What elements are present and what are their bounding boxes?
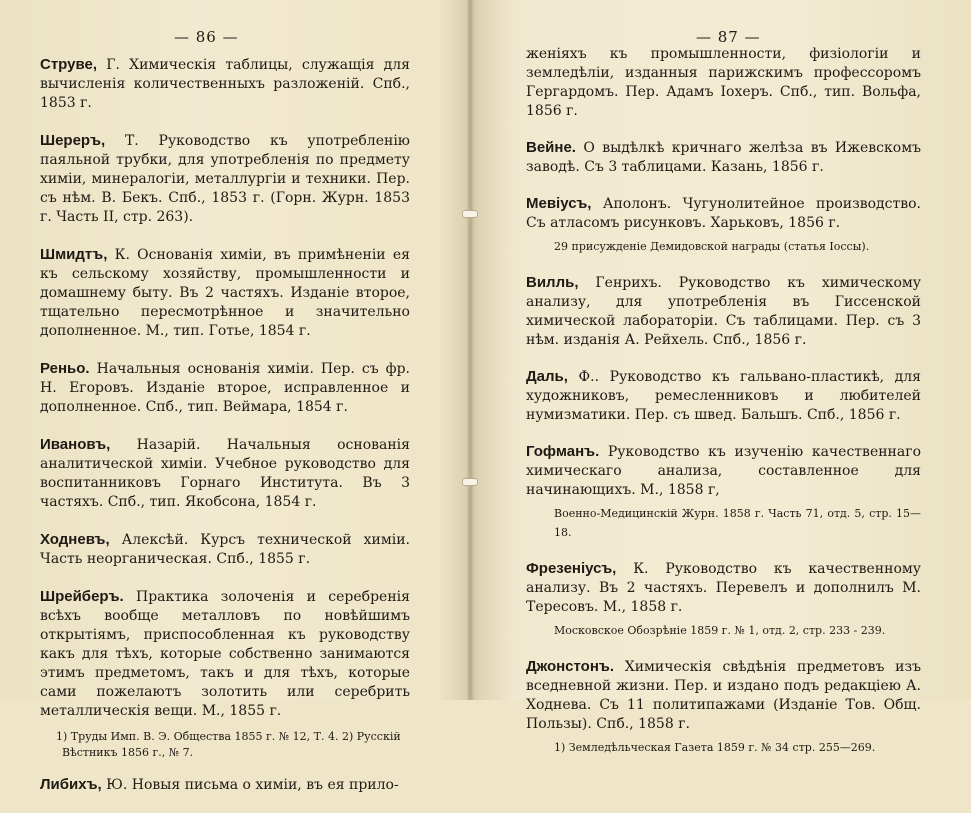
entry-text: Ю. Новыя письма о химіи, въ ея прило-	[101, 777, 399, 793]
entry-author: Либихъ,	[40, 776, 102, 793]
entry-author: Вилль,	[526, 274, 579, 291]
entry-author: Шереръ,	[40, 132, 106, 149]
entry-note: 29 присужденіе Демидовской награды (статья Іоссы).	[554, 240, 870, 253]
bibliography-entry	[526, 657, 921, 757]
entry-author: Фрезеніусъ,	[526, 560, 617, 577]
entry-note: Военно-Медицинскій Журн. 1858 г. Часть 71, отд. 5, стр. 15—18.	[554, 507, 921, 539]
bibliography-entry	[40, 245, 410, 341]
bibliography-entry	[526, 442, 921, 542]
bibliography-entry	[526, 138, 921, 177]
entry-text: Назарій. Начальныя основанія аналитической химіи. Учебное руководство для воспитанниковъ Горнаго Института. Въ 3 частяхъ. Спб., тип. Якобсона, 1854 г.	[40, 437, 410, 510]
bibliography-entry	[40, 530, 410, 569]
book-spine	[466, 0, 474, 700]
page-number: — 86 —	[174, 28, 239, 46]
bibliography-entry	[40, 587, 410, 721]
entry-list	[526, 45, 921, 774]
entry-text: Алексѣй. Курсъ технической химіи. Часть неорганическая. Спб., 1855 г.	[40, 532, 410, 567]
entry-text: Практика золоченія и серебренія всѣхъ вообще металловъ по новѣйшимъ открытіямъ, приспособленная къ руководству какъ для тѣхъ, которые собственно занимаются этимъ предметомъ, такъ и для тѣхъ, которые сами пожелаютъ золотить или серебрить металлическія вещи. М., 1855 г.	[40, 589, 410, 719]
bibliography-entry	[526, 273, 921, 350]
bibliography-entry	[40, 55, 410, 113]
entry-author: Ивановъ,	[40, 436, 111, 453]
bibliography-entry	[40, 775, 410, 795]
bibliography-entry	[40, 359, 410, 417]
continuation-text: женіяхъ къ промышленности, физіологіи и земледѣліи, изданныя парижскимъ профессоромъ Гергардомъ. Пер. Адамъ Іохеръ. Спб., тип. Вольфа, 1856 г.	[526, 46, 921, 119]
bibliography-entry	[526, 559, 921, 640]
entry-author: Шрейберъ.	[40, 588, 124, 605]
entry-author: Ходневъ,	[40, 531, 110, 548]
entry-text: Г. Химическія таблицы, служащія для вычисленія количественныхъ разложеній. Спб., 1853 г.	[40, 57, 410, 111]
right-page	[476, 0, 971, 754]
bibliography-entry	[40, 435, 410, 512]
entry-text: Генрихъ. Руководство къ химическому анализу, для употребленія въ Гиссенской химической лабораторіи. Съ таблицами. Пер. съ 3 нѣм. изданія А. Рейхель. Спб., 1856 г.	[526, 275, 921, 348]
footnote: 1) Труды Имп. В. Э. Общества 1855 г. № 12, Т. 4. 2) Русскій Вѣстникъ 1856 г., № 7.	[56, 730, 401, 759]
entry-author: Реньо.	[40, 360, 90, 377]
entry-author: Даль,	[526, 368, 568, 385]
bibliography-entry	[40, 131, 410, 227]
entry-text: Аполонъ. Чугунолитейное производство. Съ атласомъ рисунковъ. Харьковъ, 1856 г.	[526, 196, 921, 231]
entry-text: О выдѣлкѣ кричнаго желѣза въ Ижевскомъ заводѣ. Съ 3 таблицами. Казань, 1856 г.	[526, 140, 921, 175]
entry-note: Московское Обозрѣніе 1859 г. № 1, отд. 2, стр. 233 - 239.	[554, 624, 886, 637]
entry-author: Вейне.	[526, 139, 576, 156]
entry-author: Гофманъ.	[526, 443, 600, 460]
bibliography-entry	[526, 194, 921, 256]
entry-note: 1) Земледѣльческая Газета 1859 г. № 34 стр. 255—269.	[554, 741, 876, 754]
entry-author: Мевіусъ,	[526, 195, 592, 212]
entry-list	[40, 55, 410, 813]
left-page	[0, 0, 466, 793]
entry-author: Джонстонъ.	[526, 658, 614, 675]
entry-author: Струве,	[40, 56, 98, 73]
entry-text: Начальныя основанія химіи. Пер. съ фр. Н. Егоровъ. Изданіе второе, исправленное и дополненное. Спб., тип. Веймара, 1854 г.	[40, 361, 410, 415]
entry-text: К. Основанія химіи, въ примѣненіи ея къ сельскому хозяйству, промышленности и домашнему быту. Въ 2 частяхъ. Изданіе второе, тщательно пересмотрѣнное и значительно дополненное. М., тип. Готье, 1854 г.	[40, 247, 410, 339]
entry-author: Шмидтъ,	[40, 246, 108, 263]
entry-text: Химическія свѣдѣнія предметовъ изъ вседневной жизни. Пер. и издано подъ редакціею А. Ходнева. Съ 11 политипажами (Изданіе Тов. Общ. Пользы). Спб., 1858 г.	[526, 659, 921, 732]
entry-text: Руководство къ изученію качественнаго химическаго анализа, составленное для начинающихъ. М., 1858 г,	[526, 444, 921, 498]
bibliography-entry	[526, 367, 921, 425]
entry-text: Т. Руководство къ употребленію паяльной трубки, для употребленія по предмету химіи, минералогіи, металлургіи и техники. Пер. съ нѣм. В. Бекъ. Спб., 1853 г. (Горн. Журн. 1853 г. Часть II, стр. 263).	[40, 133, 410, 225]
entry-text: Ф.. Руководство къ гальвано-пластикѣ, для художниковъ, ремесленниковъ и любителей нумизматики. Пер. съ швед. Бальшъ. Спб., 1856 г.	[526, 369, 921, 423]
entry-text: К. Руководство къ качественному анализу. Въ 2 частяхъ. Перевелъ и дополнилъ М. Тересовъ. М., 1858 г.	[526, 561, 921, 615]
page-number: — 87 —	[696, 28, 761, 46]
